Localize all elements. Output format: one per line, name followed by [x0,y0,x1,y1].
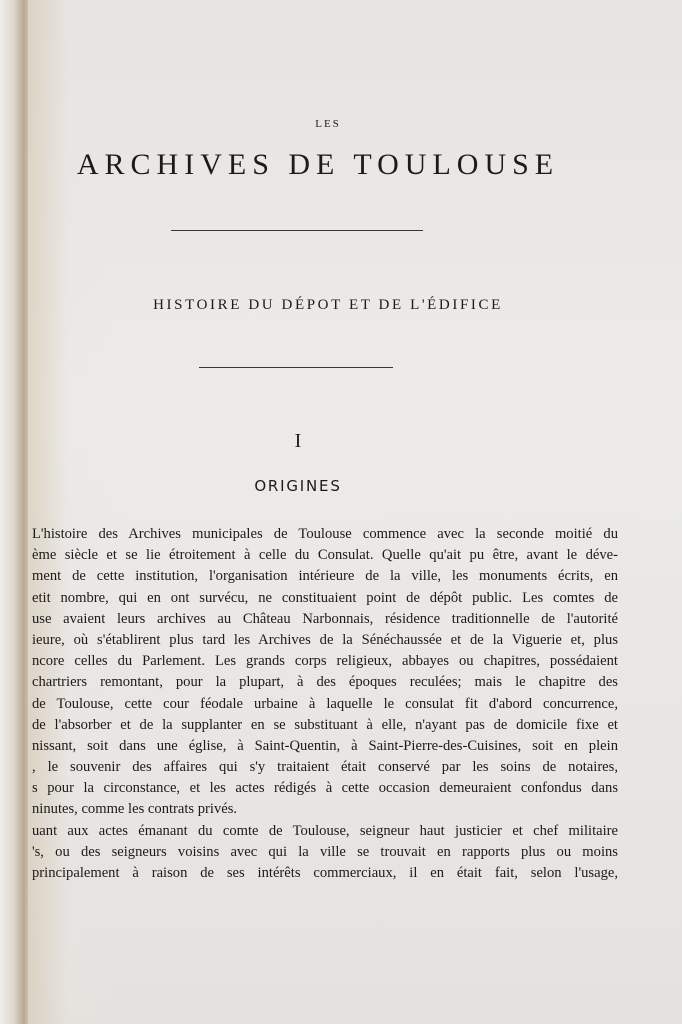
text-line: nissant, soit dans une église, à Saint-Quentin, à Saint-Pierre-des-Cuisines, soit en plein [32,737,618,754]
text-line: ncore celles du Parlement. Les grands corps religieux, abbayes ou chapitres, possédaient [32,653,618,670]
text-line: s pour la circonstance, et les actes rédigés à cette occasion demeuraient confondus dans [32,780,618,797]
text-line: ninutes, comme les contrats privés. [32,801,238,818]
page-subtitle: HISTOIRE DU DÉPOT ET DE L'ÉDIFICE [153,297,503,313]
text-line: uant aux actes émanant du comte de Toulouse, seigneur haut justicier et chef militaire [32,822,618,839]
book-page [28,0,682,1024]
text-line: use avaient leurs archives au Château Narbonnais, résidence traditionnelle de l'autorité [32,610,618,627]
title-article: LES [315,118,341,130]
text-line: etit nombre, qui en ont survécu, ne constituaient point de dépôt public. Les comtes de [32,589,618,606]
chapter-number: I [294,430,302,452]
text-line: ème siècle et se lie étroitement à celle du Consulat. Quelle qu'ait pu être, avant le déve- [32,547,618,564]
page-title: ARCHIVES DE TOULOUSE [76,148,560,181]
chapter-title: ORIGINES [254,477,342,495]
text-line: ieure, où s'établirent plus tard les Archives de la Sénéchaussée et de la Viguerie et, plus [32,631,618,648]
text-line: L'histoire des Archives municipales de Toulouse commence avec la seconde moitié du [32,526,618,542]
subtitle-divider [199,367,393,368]
book-spine-shadow [0,0,30,1024]
title-divider [171,230,423,231]
text-line: principalement à raison de ses intérêts commerciaux, il en était fait, selon l'usage, [32,865,618,881]
text-line: 's, ou des seigneurs voisins avec qui la ville se trouvait en rapports plus ou moins [32,843,618,860]
text-line: ment de cette institution, l'organisation intérieure de la ville, les monuments écrits, en [32,568,618,585]
text-line: de l'absorber et de la supplanter en se substituant à elle, n'ayant pas de domicile fixe et [32,716,618,733]
text-line: , le souvenir des affaires qui s'y traitaient était conservé par les soins de notaires, [32,759,618,776]
body-text [32,524,618,884]
text-line: de Toulouse, cette cour féodale urbaine à laquelle le consulat fit d'abord concurrence, [32,695,618,712]
text-line: chartriers remontant, pour la plupart, à des époques reculées; mais le chapitre des [32,674,618,691]
